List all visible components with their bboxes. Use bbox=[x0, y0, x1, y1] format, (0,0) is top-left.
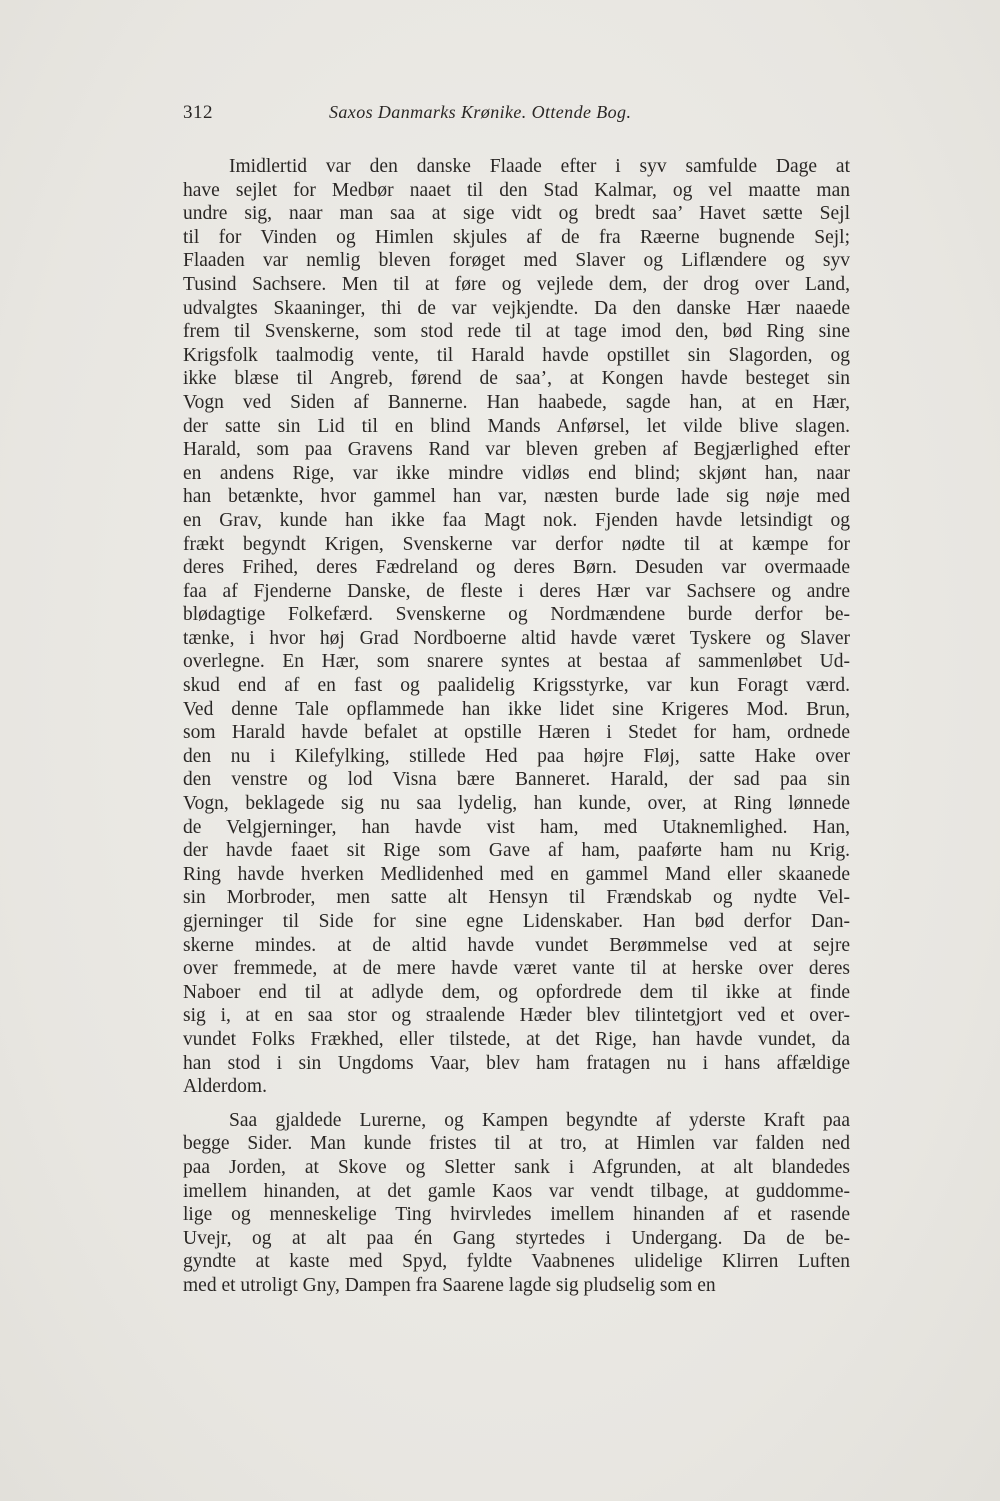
text-line: blødagtige Folkefærd. Svenskerne og Nordmændene burde derfor be- bbox=[183, 604, 850, 626]
text-line: ikke blæse til Angreb, førend de saa’, at Kongen havde besteget sin bbox=[183, 368, 850, 390]
page-header bbox=[183, 102, 693, 132]
text-line: Ved denne Tale opflammede han ikke lidet sine Krigeres Mod. Brun, bbox=[183, 698, 850, 720]
text-line: der satte sin Lid til en blind Mands Anførsel, let vilde blive slagen. bbox=[183, 415, 850, 437]
text-line: faa af Fjenderne Danske, de fleste i deres Hær var Sachsere og andre bbox=[183, 580, 850, 602]
text-line: en andens Rige, var ikke mindre vidløs end blind; skjønt han, naar bbox=[183, 462, 850, 484]
text-line: overlegne. En Hær, som snarere syntes at bestaa af sammenløbet Ud- bbox=[183, 651, 850, 673]
text-line: Imidlertid var den danske Flaade efter i syv samfulde Dage at bbox=[229, 156, 850, 177]
paragraph bbox=[183, 155, 850, 1099]
page-number: 312 bbox=[183, 102, 213, 123]
text-line: Tusind Sachsere. Men til at føre og vejlede dem, der drog over Land, bbox=[183, 273, 850, 295]
text-line: som Harald havde befalet at opstille Hæren i Stedet for ham, ordnede bbox=[183, 722, 850, 744]
text-line: vundet Folks Frækhed, eller tilstede, at det Rige, han havde vundet, da bbox=[183, 1028, 850, 1050]
text-line: til for Vinden og Himlen skjules af de fra Ræerne bugnende Sejl; bbox=[183, 226, 850, 248]
text-line: den nu i Kilefylking, stillede Hed paa højre Fløj, satte Hake over bbox=[183, 745, 850, 767]
text-line: en Grav, kunde han ikke faa Magt nok. Fjenden havde letsindigt og bbox=[183, 509, 850, 531]
text-line: paa Jorden, at Skove og Sletter sank i Afgrunden, at alt blandedes bbox=[183, 1156, 850, 1178]
text-line: gjerninger til Side for sine egne Lidenskaber. Han bød derfor Dan- bbox=[183, 911, 850, 932]
text-line: sig i, at en saa stor og straalende Hæder blev tilintetgjort ved et over- bbox=[183, 1005, 850, 1027]
text-line: skud end af en fast og paalidelig Krigsstyrke, var kun Foragt værd. bbox=[183, 675, 850, 697]
text-line: have sejlet for Medbør naaet til den Stad Kalmar, og vel maatte man bbox=[183, 179, 850, 201]
body-text bbox=[183, 155, 850, 1298]
text-line: sin Morbroder, men satte alt Hensyn til Frændskab og nydte Vel- bbox=[183, 887, 850, 909]
text-line: Krigsfolk taalmodig vente, til Harald havde opstillet sin Slagorden, og bbox=[183, 344, 850, 366]
text-line: skerne mindes. at de altid havde vundet Berømmelse ved at sejre bbox=[183, 934, 850, 956]
text-line: begge Sider. Man kunde fristes til at tro, at Himlen var falden ned bbox=[183, 1133, 850, 1155]
text-line: de Velgjerninger, han havde vist ham, med Utaknemlighed. Han, bbox=[183, 816, 850, 838]
text-line: han betænkte, hvor gammel han var, næsten burde lade sig nøje med bbox=[183, 486, 850, 508]
text-line: Harald, som paa Gravens Rand var bleven greben af Begjærlighed efter bbox=[183, 439, 850, 461]
text-line: den venstre og lod Visna bære Banneret. Harald, der sad paa sin bbox=[183, 769, 850, 791]
paragraph bbox=[183, 1109, 850, 1298]
text-line: Alderdom. bbox=[183, 1076, 267, 1098]
text-line: Naboer end til at adlyde dem, og opfordrede dem til ikke at finde bbox=[183, 981, 850, 1003]
text-line: udvalgtes Skaaninger, thi de var vejkjendte. Da den danske Hær naaede bbox=[183, 297, 850, 319]
paragraph-gap bbox=[183, 1099, 850, 1109]
text-line: Flaaden var nemlig bleven forøget med Slaver og Liflændere og syv bbox=[183, 250, 850, 272]
text-line: med et utroligt Gny, Dampen fra Saarene lagde sig pludselig som en bbox=[183, 1274, 716, 1296]
text-line: frækt begyndt Krigen, Svenskerne var derfor nødte til at kæmpe for bbox=[183, 533, 850, 555]
text-line: gyndte at kaste med Spyd, fyldte Vaabnenes ulidelige Klirren Luften bbox=[183, 1251, 850, 1273]
text-line: lige og menneskelige Ting hvirvledes imellem hinanden af et rasende bbox=[183, 1204, 850, 1226]
text-line: Vogn ved Siden af Bannerne. Han haabede, sagde han, at en Hær, bbox=[183, 391, 850, 413]
text-line: Saa gjaldede Lurerne, og Kampen begyndte af yderste Kraft paa bbox=[229, 1109, 850, 1131]
text-line: tænke, i hvor høj Grad Nordboerne altid havde været Tyskere og Slaver bbox=[183, 627, 850, 649]
text-line: Vogn, beklagede sig nu saa lydelig, han kunde, over, at Ring lønnede bbox=[183, 793, 850, 815]
text-line: imellem hinanden, at det gamle Kaos var vendt tilbage, at guddomme- bbox=[183, 1180, 850, 1202]
text-line: der havde faaet sit Rige som Gave af ham, paaførte ham nu Krig. bbox=[183, 840, 850, 862]
running-head: Saxos Danmarks Krønike. Ottende Bog. bbox=[329, 102, 632, 122]
text-line: Ring havde hverken Medlidenhed med en gammel Mand eller skaanede bbox=[183, 863, 850, 885]
text-line: han stod i sin Ungdoms Vaar, blev ham fratagen nu i hans affældige bbox=[183, 1052, 850, 1074]
text-line: deres Frihed, deres Fædreland og deres Børn. Desuden var overmaade bbox=[183, 557, 850, 579]
text-line: over fremmede, at de mere havde været vante til at herske over deres bbox=[183, 958, 850, 980]
text-line: Uvejr, og at alt paa én Gang styrtedes i Undergang. Da de be- bbox=[183, 1227, 850, 1249]
text-line: undre sig, naar man saa at sige vidt og bredt saa’ Havet sætte Sejl bbox=[183, 203, 850, 225]
text-line: frem til Svenskerne, som stod rede til at tage imod den, bød Ring sine bbox=[183, 321, 850, 343]
